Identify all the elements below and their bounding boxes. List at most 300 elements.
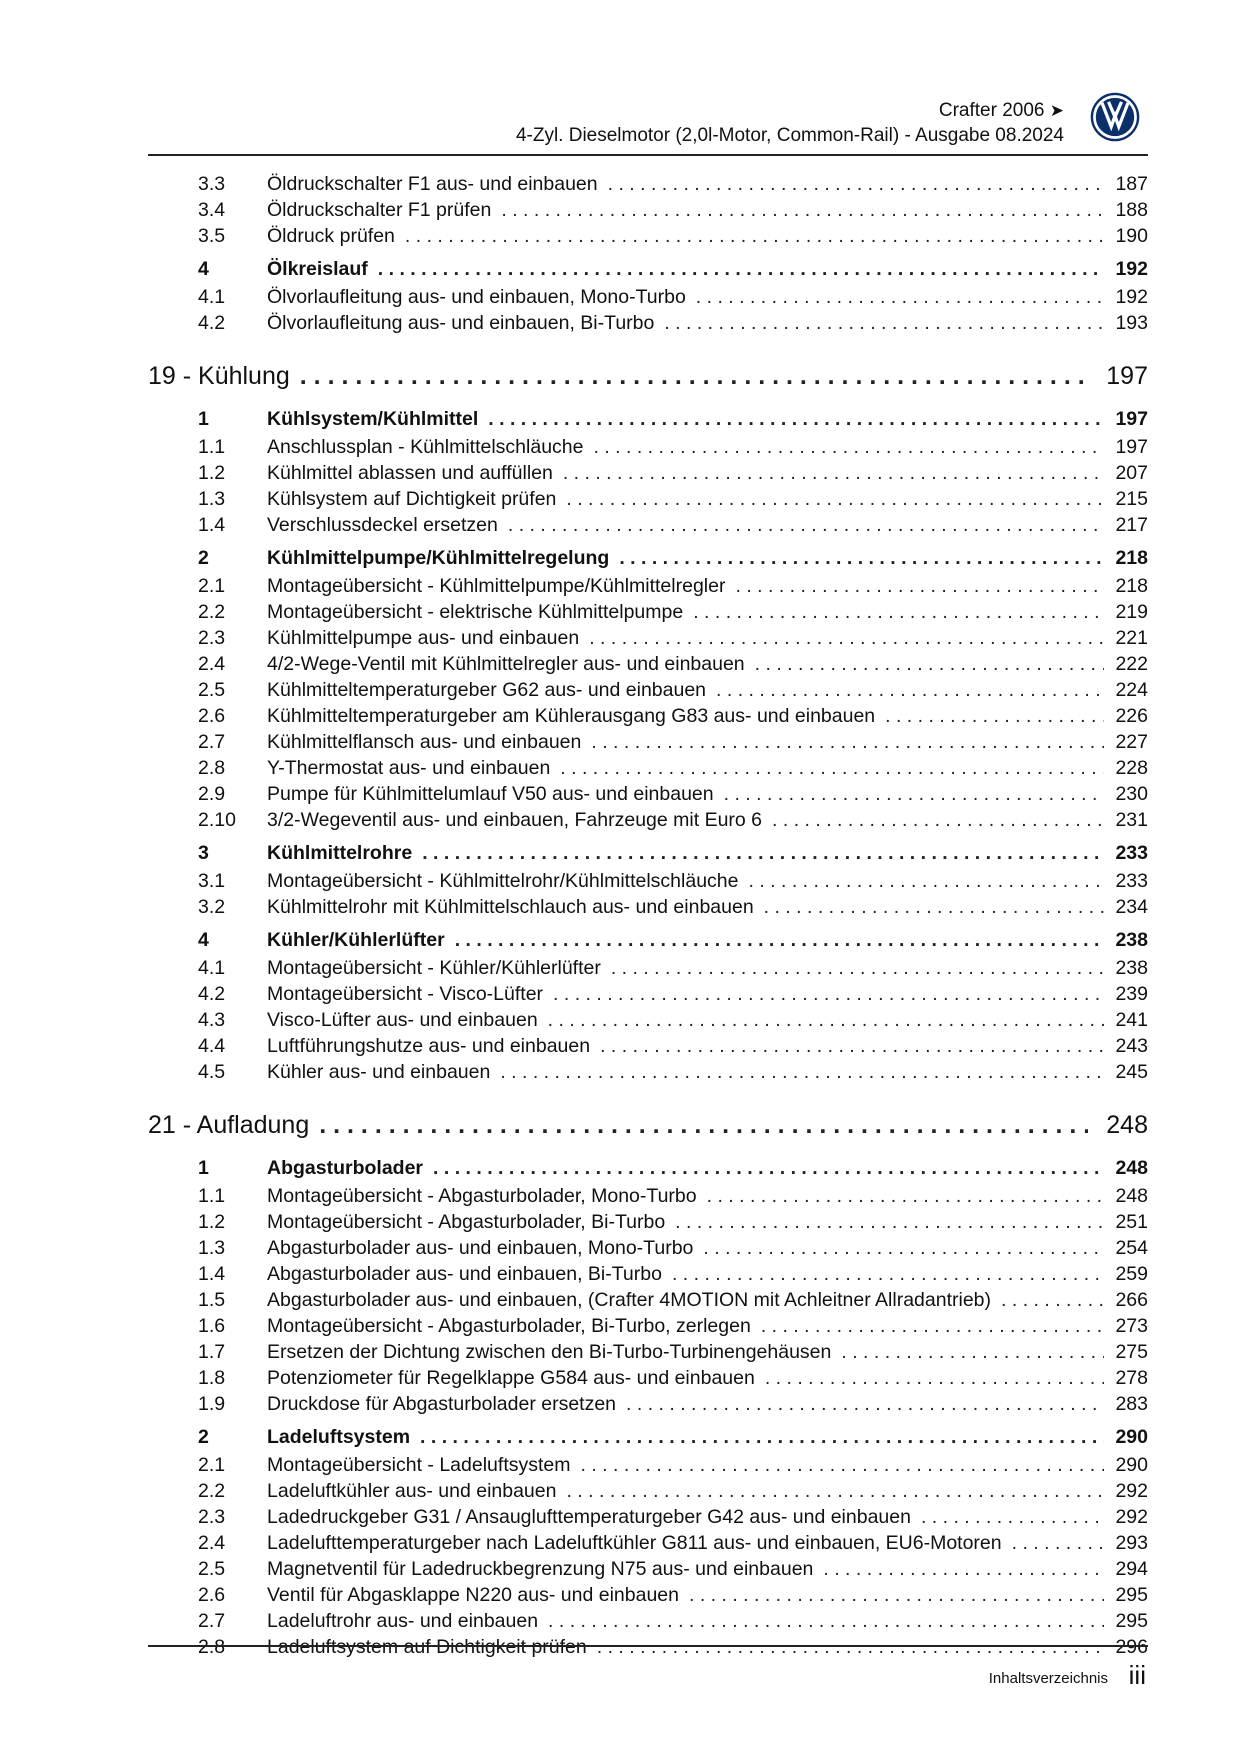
table-of-contents	[148, 171, 1148, 1660]
toc-page-number[interactable]: 224	[1115, 679, 1148, 701]
toc-entry[interactable]	[267, 1339, 1148, 1365]
toc-number: 1.8	[198, 1367, 226, 1389]
toc-page-number[interactable]: 278	[1115, 1367, 1148, 1389]
toc-entry[interactable]	[267, 955, 1148, 981]
toc-label[interactable]: Abgasturbolader aus- und einbauen, (Crafter 4MOTION mit Achleitner Allradantrieb)	[267, 1289, 992, 1311]
dot-leader	[831, 1339, 1104, 1365]
toc-page-number[interactable]: 275	[1115, 1341, 1148, 1363]
toc-item-row[interactable]	[148, 1582, 1148, 1608]
toc-label[interactable]: 19 - Kühlung	[148, 362, 290, 390]
toc-entry[interactable]	[267, 781, 1148, 807]
toc-page-number[interactable]: 226	[1115, 705, 1148, 727]
dot-leader	[662, 1261, 1104, 1287]
toc-number: 3.3	[198, 173, 226, 195]
dot-leader	[587, 1634, 1104, 1660]
toc-page-number[interactable]: 192	[1115, 258, 1148, 280]
toc-label[interactable]: Montageübersicht - Ladeluftsystem	[267, 1454, 571, 1476]
dot-leader	[697, 1183, 1104, 1209]
dot-leader	[693, 1235, 1104, 1261]
toc-number: 2.10	[198, 809, 236, 831]
toc-page-number[interactable]: 197	[1106, 362, 1148, 390]
toc-entry[interactable]	[267, 1313, 1148, 1339]
toc-entry[interactable]	[267, 1261, 1148, 1287]
toc-item-row[interactable]	[148, 171, 1148, 197]
toc-page-number[interactable]: 215	[1115, 488, 1148, 510]
toc-item-row[interactable]	[148, 1007, 1148, 1033]
toc-page-number[interactable]: 241	[1115, 1009, 1148, 1031]
toc-label[interactable]: Pumpe für Kühlmittelumlauf V50 aus- und einbauen	[267, 783, 714, 805]
toc-page-number[interactable]: 238	[1115, 929, 1148, 951]
dot-leader	[813, 1556, 1104, 1582]
toc-label[interactable]: Montageübersicht - Visco-Lüfter	[267, 983, 544, 1005]
toc-number: 4.4	[198, 1035, 226, 1057]
toc-label[interactable]: Kühlmittelrohr mit Kühlmittelschlauch aus- und einbauen	[267, 896, 754, 918]
toc-page-number[interactable]: 290	[1115, 1454, 1148, 1476]
toc-page-number[interactable]: 292	[1115, 1480, 1148, 1502]
toc-chapter-row[interactable]	[148, 543, 1148, 573]
toc-item-row[interactable]	[148, 486, 1148, 512]
toc-section-row[interactable]	[148, 354, 1148, 399]
toc-item-row[interactable]	[148, 677, 1148, 703]
toc-item-row[interactable]	[148, 512, 1148, 538]
toc-entry[interactable]	[267, 197, 1148, 223]
toc-number: 1	[198, 408, 209, 430]
dot-leader	[601, 955, 1104, 981]
toc-entry[interactable]	[267, 625, 1148, 651]
toc-item-row[interactable]	[148, 703, 1148, 729]
toc-page-number[interactable]: 293	[1115, 1532, 1148, 1554]
toc-number: 3.4	[198, 199, 226, 221]
dot-leader	[665, 1209, 1104, 1235]
toc-item-row[interactable]	[148, 955, 1148, 981]
dot-leader	[751, 1313, 1104, 1339]
dot-leader	[686, 284, 1104, 310]
toc-item-row[interactable]	[148, 1033, 1148, 1059]
toc-item-row[interactable]	[148, 1530, 1148, 1556]
toc-item-row[interactable]	[148, 310, 1148, 336]
toc-label[interactable]: Kühlmitteltemperaturgeber am Kühlerausgang G83 aus- und einbauen	[267, 705, 876, 727]
toc-item-row[interactable]	[148, 1287, 1148, 1313]
toc-entry[interactable]	[267, 512, 1148, 538]
dot-leader	[762, 807, 1104, 833]
dot-leader	[616, 1391, 1104, 1417]
toc-page-number[interactable]: 245	[1115, 1061, 1148, 1083]
toc-label[interactable]: Potenziometer für Regelklappe G584 aus- und einbauen	[267, 1367, 755, 1389]
toc-item-row[interactable]	[148, 625, 1148, 651]
toc-page-number[interactable]: 221	[1115, 627, 1148, 649]
toc-page-number[interactable]: 248	[1115, 1157, 1148, 1179]
toc-chapter-row[interactable]	[148, 925, 1148, 955]
toc-number: 4.1	[198, 286, 226, 308]
toc-item-row[interactable]	[148, 755, 1148, 781]
toc-item-row[interactable]	[148, 284, 1148, 310]
toc-label[interactable]: Ölvorlaufleitung aus- und einbauen, Bi-Turbo	[267, 312, 655, 334]
toc-entry[interactable]	[267, 1504, 1148, 1530]
toc-item-row[interactable]	[148, 651, 1148, 677]
toc-item-row[interactable]	[148, 573, 1148, 599]
toc-number: 4.1	[198, 957, 226, 979]
toc-number: 2.2	[198, 601, 226, 623]
toc-label[interactable]: Verschlussdeckel ersetzen	[267, 514, 498, 536]
dot-leader	[911, 1504, 1104, 1530]
toc-page-number[interactable]: 230	[1115, 783, 1148, 805]
toc-number: 1	[198, 1157, 209, 1179]
toc-entry[interactable]	[267, 1183, 1148, 1209]
dot-leader	[754, 894, 1104, 920]
toc-number: 1.5	[198, 1289, 226, 1311]
toc-page-number[interactable]: 233	[1115, 870, 1148, 892]
toc-number: 2.5	[198, 679, 226, 701]
toc-number: 2.1	[198, 1454, 226, 1476]
dot-leader	[609, 543, 1104, 573]
toc-label[interactable]: 21 - Aufladung	[148, 1111, 310, 1139]
toc-item-row[interactable]	[148, 981, 1148, 1007]
toc-page-number[interactable]: 227	[1115, 731, 1148, 753]
toc-item-row[interactable]	[148, 460, 1148, 486]
dot-leader	[368, 254, 1104, 284]
toc-label[interactable]: 4/2-Wege-Ventil mit Kühlmittelregler aus- und einbauen	[267, 653, 745, 675]
toc-label[interactable]: Ersetzen der Dichtung zwischen den Bi-Turbo-Turbinengehäusen	[267, 1341, 832, 1363]
toc-entry[interactable]	[267, 1033, 1148, 1059]
toc-page-number[interactable]: 207	[1115, 462, 1148, 484]
toc-number: 1.3	[198, 1237, 226, 1259]
toc-label[interactable]: Ölkreislauf	[267, 258, 368, 280]
toc-label[interactable]: Öldruckschalter F1 prüfen	[267, 199, 492, 221]
toc-entry[interactable]	[267, 1391, 1148, 1417]
toc-entry[interactable]	[267, 1287, 1148, 1313]
toc-entry[interactable]	[267, 254, 1148, 284]
dot-leader	[654, 310, 1104, 336]
toc-page-number[interactable]: 248	[1115, 1185, 1148, 1207]
toc-entry[interactable]	[267, 434, 1148, 460]
toc-page-number[interactable]: 193	[1115, 312, 1148, 334]
toc-label[interactable]: Luftführungshutze aus- und einbauen	[267, 1035, 591, 1057]
toc-entry[interactable]	[267, 573, 1148, 599]
dot-leader	[490, 1059, 1104, 1085]
toc-item-row[interactable]	[148, 1391, 1148, 1417]
toc-entry[interactable]	[267, 1209, 1148, 1235]
toc-item-row[interactable]	[148, 781, 1148, 807]
toc-page-number[interactable]: 295	[1115, 1584, 1148, 1606]
toc-item-row[interactable]	[148, 1365, 1148, 1391]
toc-page-number[interactable]: 187	[1115, 173, 1148, 195]
toc-page-number[interactable]: 254	[1115, 1237, 1148, 1259]
toc-chapter-row[interactable]	[148, 404, 1148, 434]
toc-entry[interactable]	[267, 755, 1148, 781]
toc-entry[interactable]	[267, 1452, 1148, 1478]
toc-item-row[interactable]	[148, 434, 1148, 460]
toc-label[interactable]: Öldruckschalter F1 aus- und einbauen	[267, 173, 598, 195]
page-header	[148, 96, 1148, 156]
toc-number: 4.3	[198, 1009, 226, 1031]
dot-leader	[309, 1103, 1088, 1148]
toc-item-row[interactable]	[148, 1235, 1148, 1261]
toc-item-row[interactable]	[148, 1504, 1148, 1530]
dot-leader	[590, 1033, 1104, 1059]
toc-page-number[interactable]: 188	[1115, 199, 1148, 221]
toc-item-row[interactable]	[148, 197, 1148, 223]
toc-page-number[interactable]: 238	[1115, 957, 1148, 979]
toc-number: 2.8	[198, 1636, 226, 1658]
toc-page-number[interactable]: 218	[1115, 547, 1148, 569]
dot-leader	[553, 460, 1104, 486]
toc-number: 3.5	[198, 225, 226, 247]
toc-item-row[interactable]	[148, 1059, 1148, 1085]
vw-logo-icon	[1088, 90, 1142, 144]
toc-item-row[interactable]	[148, 1261, 1148, 1287]
toc-page-number[interactable]: 295	[1115, 1610, 1148, 1632]
toc-entry[interactable]	[267, 404, 1148, 434]
toc-entry[interactable]	[267, 1478, 1148, 1504]
toc-number: 1.1	[198, 1185, 226, 1207]
toc-entry[interactable]	[267, 284, 1148, 310]
toc-chapter-row[interactable]	[148, 1422, 1148, 1452]
toc-entry[interactable]	[267, 677, 1148, 703]
toc-entry[interactable]	[267, 838, 1148, 868]
toc-number: 4.2	[198, 312, 226, 334]
toc-number: 2.6	[198, 705, 226, 727]
toc-entry[interactable]	[267, 1556, 1148, 1582]
dot-leader	[538, 1007, 1104, 1033]
toc-page-number[interactable]: 296	[1115, 1636, 1148, 1658]
dot-leader	[571, 1452, 1105, 1478]
toc-entry[interactable]	[267, 171, 1148, 197]
toc-number: 1.3	[198, 488, 226, 510]
toc-page-number[interactable]: 219	[1115, 601, 1148, 623]
toc-entry[interactable]	[267, 868, 1148, 894]
header-subtitle: 4-Zyl. Dieselmotor (2,0l-Motor, Common-Rail) - Ausgabe 08.2024	[515, 125, 1064, 146]
toc-page-number[interactable]: 234	[1115, 896, 1148, 918]
toc-number: 1.9	[198, 1393, 226, 1415]
toc-label[interactable]: Abgasturbolader aus- und einbauen, Mono-Turbo	[267, 1237, 694, 1259]
dot-leader	[423, 1153, 1104, 1183]
toc-page-number[interactable]: 251	[1115, 1211, 1148, 1233]
toc-item-row[interactable]	[148, 599, 1148, 625]
toc-item-row[interactable]	[148, 894, 1148, 920]
toc-page-number[interactable]: 222	[1115, 653, 1148, 675]
toc-label[interactable]: Kühler/Kühlerlüfter	[267, 929, 445, 951]
toc-number: 1.2	[198, 462, 226, 484]
toc-label[interactable]: Kühlmittelrohre	[267, 842, 413, 864]
toc-label[interactable]: Ventil für Abgasklappe N220 aus- und einbauen	[267, 1584, 679, 1606]
dot-leader	[598, 171, 1104, 197]
toc-number: 4.5	[198, 1061, 226, 1083]
toc-number: 2	[198, 1426, 209, 1448]
toc-label[interactable]: Ladeluftsystem	[267, 1426, 411, 1448]
dot-leader	[491, 197, 1104, 223]
dot-leader	[579, 625, 1104, 651]
toc-entry[interactable]	[148, 1103, 1148, 1148]
toc-page-number[interactable]: 239	[1115, 983, 1148, 1005]
toc-item-row[interactable]	[148, 1634, 1148, 1660]
toc-label[interactable]: Montageübersicht - Abgasturbolader, Bi-Turbo, zerlegen	[267, 1315, 751, 1337]
toc-label[interactable]: Montageübersicht - Kühlmittelrohr/Kühlmittelschläuche	[267, 870, 739, 892]
dot-leader	[410, 1422, 1104, 1452]
toc-item-row[interactable]	[148, 868, 1148, 894]
toc-label[interactable]: Kühlmittelflansch aus- und einbauen	[267, 731, 582, 753]
toc-item-row[interactable]	[148, 1478, 1148, 1504]
toc-page-number[interactable]: 218	[1115, 575, 1148, 597]
toc-page-number[interactable]: 248	[1106, 1111, 1148, 1139]
dot-leader	[683, 599, 1104, 625]
toc-label[interactable]: Montageübersicht - Abgasturbolader, Mono-Turbo	[267, 1185, 697, 1207]
toc-number: 2.1	[198, 575, 226, 597]
toc-entry[interactable]	[267, 703, 1148, 729]
dot-leader	[478, 404, 1104, 434]
dot-leader	[550, 755, 1104, 781]
toc-label[interactable]: Abgasturbolader	[267, 1157, 424, 1179]
toc-entry[interactable]	[267, 543, 1148, 573]
toc-item-row[interactable]	[148, 1183, 1148, 1209]
toc-number: 4	[198, 258, 209, 280]
toc-entry[interactable]	[267, 1153, 1148, 1183]
toc-page-number[interactable]: 217	[1115, 514, 1148, 536]
dot-leader	[679, 1582, 1104, 1608]
dot-leader	[543, 981, 1104, 1007]
toc-label[interactable]: Abgasturbolader aus- und einbauen, Bi-Turbo	[267, 1263, 662, 1285]
toc-entry[interactable]	[267, 807, 1148, 833]
toc-entry[interactable]	[267, 460, 1148, 486]
toc-chapter-row[interactable]	[148, 254, 1148, 284]
toc-label[interactable]: Y-Thermostat aus- und einbauen	[267, 757, 551, 779]
dot-leader	[584, 434, 1105, 460]
toc-page-number[interactable]: 228	[1115, 757, 1148, 779]
toc-number: 1.4	[198, 514, 226, 536]
toc-item-row[interactable]	[148, 1209, 1148, 1235]
toc-page-number[interactable]: 233	[1115, 842, 1148, 864]
toc-entry[interactable]	[267, 1365, 1148, 1391]
toc-number: 2.7	[198, 731, 226, 753]
toc-entry[interactable]	[267, 599, 1148, 625]
toc-chapter-row[interactable]	[148, 838, 1148, 868]
toc-page-number[interactable]: 294	[1115, 1558, 1148, 1580]
dot-leader	[412, 838, 1104, 868]
toc-label[interactable]: Kühlmitteltemperaturgeber G62 aus- und einbauen	[267, 679, 707, 701]
toc-label[interactable]: Kühlmittelpumpe/Kühlmittelregelung	[267, 547, 610, 569]
toc-entry[interactable]	[267, 1582, 1148, 1608]
toc-entry[interactable]	[267, 1634, 1148, 1660]
toc-item-row[interactable]	[148, 807, 1148, 833]
toc-page-number[interactable]: 192	[1115, 286, 1148, 308]
dot-leader	[991, 1287, 1104, 1313]
dot-leader	[1002, 1530, 1104, 1556]
toc-page-number[interactable]: 290	[1115, 1426, 1148, 1448]
toc-page-number[interactable]: 292	[1115, 1506, 1148, 1528]
toc-entry[interactable]	[267, 1608, 1148, 1634]
toc-number: 3.2	[198, 896, 226, 918]
toc-entry[interactable]	[267, 1007, 1148, 1033]
toc-label[interactable]: Ladeluftkühler aus- und einbauen	[267, 1480, 557, 1502]
toc-page-number[interactable]: 266	[1115, 1289, 1148, 1311]
dot-leader	[745, 651, 1104, 677]
toc-label[interactable]: Montageübersicht - Kühler/Kühlerlüfter	[267, 957, 601, 979]
dot-leader	[556, 1478, 1104, 1504]
toc-item-row[interactable]	[148, 1339, 1148, 1365]
page-number: iii	[1128, 1660, 1146, 1690]
toc-label[interactable]: Öldruck prüfen	[267, 225, 395, 247]
toc-item-row[interactable]	[148, 223, 1148, 249]
toc-label[interactable]: Kühlsystem auf Dichtigkeit prüfen	[267, 488, 557, 510]
toc-item-row[interactable]	[148, 1608, 1148, 1634]
toc-label[interactable]: 3/2-Wegeventil aus- und einbauen, Fahrzeuge mit Euro 6	[267, 809, 763, 831]
toc-number: 3.1	[198, 870, 226, 892]
toc-entry[interactable]	[267, 925, 1148, 955]
toc-page-number[interactable]: 243	[1115, 1035, 1148, 1057]
toc-entry[interactable]	[267, 1530, 1148, 1556]
toc-entry[interactable]	[267, 894, 1148, 920]
toc-chapter-row[interactable]	[148, 1153, 1148, 1183]
toc-entry[interactable]	[267, 651, 1148, 677]
toc-number: 2.2	[198, 1480, 226, 1502]
toc-label[interactable]: Kühlmittelpumpe aus- und einbauen	[267, 627, 580, 649]
toc-entry[interactable]	[148, 354, 1148, 399]
toc-page-number[interactable]: 273	[1115, 1315, 1148, 1337]
toc-number: 3	[198, 842, 209, 864]
dot-leader	[556, 486, 1104, 512]
dot-leader	[714, 781, 1104, 807]
toc-entry[interactable]	[267, 729, 1148, 755]
toc-label[interactable]: Anschlussplan - Kühlmittelschläuche	[267, 436, 584, 458]
toc-number: 2.4	[198, 1532, 226, 1554]
toc-number: 2.4	[198, 653, 226, 675]
toc-page-number[interactable]: 283	[1115, 1393, 1148, 1415]
toc-entry[interactable]	[267, 1059, 1148, 1085]
toc-section-row[interactable]	[148, 1103, 1148, 1148]
toc-page-number[interactable]: 231	[1115, 809, 1148, 831]
toc-entry[interactable]	[267, 1422, 1148, 1452]
toc-label[interactable]: Druckdose für Abgasturbolader ersetzen	[267, 1393, 617, 1415]
toc-item-row[interactable]	[148, 1313, 1148, 1339]
toc-label[interactable]: Montageübersicht - Kühlmittelpumpe/Kühlmittelregler	[267, 575, 726, 597]
dot-leader	[290, 354, 1088, 399]
toc-label[interactable]: Kühlmittel ablassen und auffüllen	[267, 462, 553, 484]
toc-label[interactable]: Ölvorlaufleitung aus- und einbauen, Mono-Turbo	[267, 286, 686, 308]
toc-number: 1.2	[198, 1211, 226, 1233]
toc-entry[interactable]	[267, 1235, 1148, 1261]
toc-number: 2	[198, 547, 209, 569]
arrow-right-icon[interactable]: ➤	[1049, 101, 1064, 120]
toc-label[interactable]: Ladeluftrohr aus- und einbauen	[267, 1610, 539, 1632]
toc-page-number[interactable]: 259	[1115, 1263, 1148, 1285]
toc-item-row[interactable]	[148, 1452, 1148, 1478]
toc-label[interactable]: Montageübersicht - elektrische Kühlmittelpumpe	[267, 601, 684, 623]
toc-label[interactable]: Magnetventil für Ladedruckbegrenzung N75 aus- und einbauen	[267, 1558, 814, 1580]
toc-label[interactable]: Montageübersicht - Abgasturbolader, Bi-Turbo	[267, 1211, 666, 1233]
toc-label[interactable]: Ladedruckgeber G31 / Ansauglufttemperaturgeber G42 aus- und einbauen	[267, 1506, 911, 1528]
toc-entry[interactable]	[267, 223, 1148, 249]
toc-label[interactable]: Kühler aus- und einbauen	[267, 1061, 491, 1083]
toc-number: 2.6	[198, 1584, 226, 1606]
toc-number: 1.1	[198, 436, 226, 458]
toc-number: 2.5	[198, 1558, 226, 1580]
dot-leader	[538, 1608, 1104, 1634]
dot-leader	[395, 223, 1104, 249]
toc-item-row[interactable]	[148, 1556, 1148, 1582]
toc-label[interactable]: Ladelufttemperaturgeber nach Ladeluftkühler G811 aus- und einbauen, EU6-Motoren	[267, 1532, 1002, 1554]
toc-entry[interactable]	[267, 486, 1148, 512]
toc-number: 1.7	[198, 1341, 226, 1363]
toc-label[interactable]: Kühlsystem/Kühlmittel	[267, 408, 479, 430]
toc-item-row[interactable]	[148, 729, 1148, 755]
toc-page-number[interactable]: 197	[1115, 436, 1148, 458]
toc-number: 2.8	[198, 757, 226, 779]
toc-entry[interactable]	[267, 310, 1148, 336]
toc-page-number[interactable]: 197	[1115, 408, 1148, 430]
toc-label[interactable]: Visco-Lüfter aus- und einbauen	[267, 1009, 538, 1031]
toc-label[interactable]: Ladeluftsystem auf Dichtigkeit prüfen	[267, 1636, 587, 1658]
toc-entry[interactable]	[267, 981, 1148, 1007]
toc-page-number[interactable]: 190	[1115, 225, 1148, 247]
